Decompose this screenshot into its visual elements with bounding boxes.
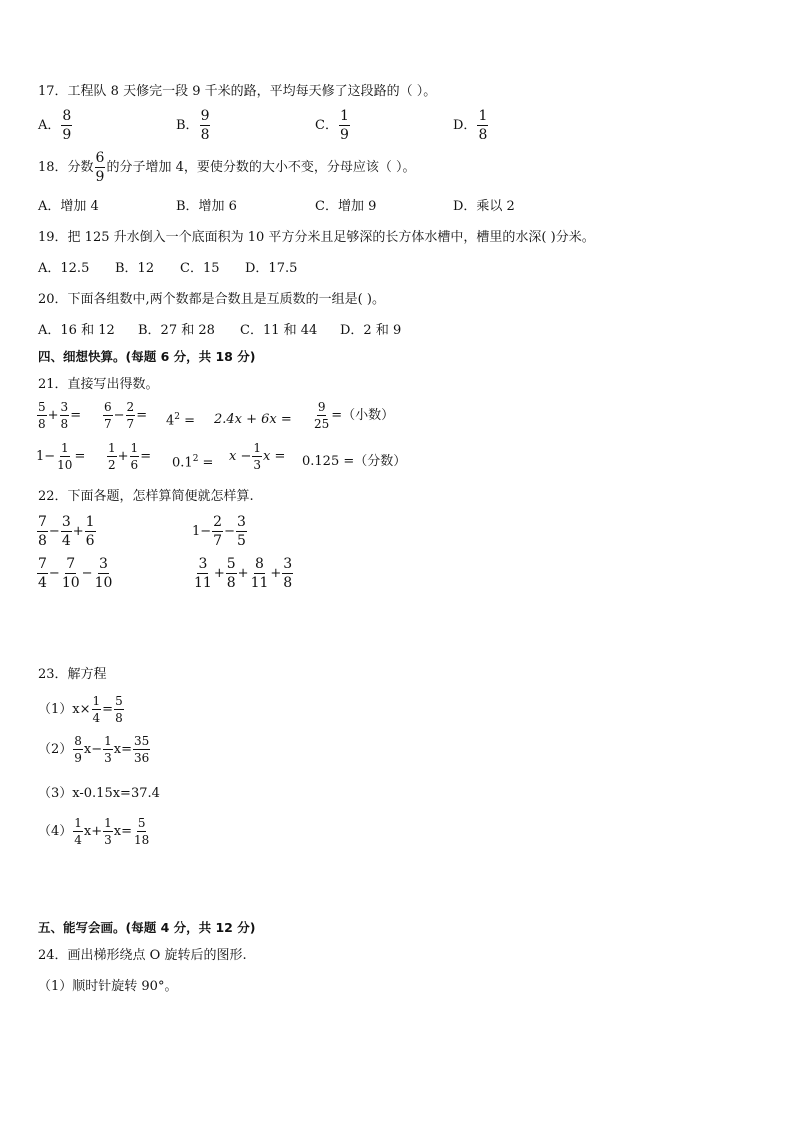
question-18-text: 18．分数 6 9 的分子增加 4，要使分数的大小不变，分母应该（ ）。 xyxy=(38,150,416,185)
question-24-title: 24．画出梯形绕点 O 旋转后的图形. xyxy=(38,948,247,963)
question-23-title: 23．解方程 xyxy=(38,667,107,682)
question-18-option-c: C．增加 9 xyxy=(315,199,377,214)
q21-row1-expr1: 5 8 + $\frac{3}{8}$ = xyxy=(38,400,82,431)
question-18-option-b: B．增加 6 xyxy=(176,199,237,214)
question-18-option-a: A．增加 4 xyxy=(38,199,99,214)
question-19-text: 19．把 125 升水倒入一个底面积为 10 平方分米且足够深的长方体水槽中，槽里的水深( )分米。 xyxy=(38,230,595,245)
question-20-option-c: C．11 和 44 xyxy=(240,323,318,338)
q21-row2-expr1: 1− $\frac{1}{10}$ = xyxy=(36,441,86,472)
question-20-option-d: D．2 和 9 xyxy=(340,323,402,338)
q22-problem-1: 7 8 − $\frac{3}{4}$ + $\frac{1}{6}$ xyxy=(38,514,95,549)
question-17-option-b: B． 9 8 xyxy=(176,108,210,143)
question-24-sub-1: （1）顺时针旋转 90°。 xyxy=(38,979,178,994)
question-22-title: 22．下面各题，怎样算简便就怎样算. xyxy=(38,489,254,504)
question-17-option-c: C． 1 9 xyxy=(315,108,349,143)
question-17-option-a: A． 8 9 xyxy=(38,108,72,143)
q23-equation-3: （3）x-0.15x=37.4 xyxy=(38,786,160,801)
q22-problem-2: 1− $\frac{2}{7}$ − $\frac{3}{5}$ xyxy=(192,514,246,549)
question-19-option-a: A．12.5 xyxy=(38,261,90,276)
question-20-option-a: A．16 和 12 xyxy=(38,323,115,338)
question-20-option-b: B．27 和 28 xyxy=(138,323,215,338)
question-17-text: 17．工程队 8 天修完一段 9 千米的路，平均每天修了这段路的（ ）。 xyxy=(38,84,437,99)
q21-row1-expr4: 2.4x + 6x = xyxy=(214,412,292,427)
q21-row1-expr5: $\frac{9}{25}$ =（小数） xyxy=(314,400,395,431)
question-21-title: 21．直接写出得数。 xyxy=(38,377,159,392)
q22-problem-4: 3 11 + $\frac{5}{8}$ + $\frac{8}{11}$ + $\frac{3}{8}$ xyxy=(194,556,293,591)
question-19-option-b: B．12 xyxy=(115,261,155,276)
section-5-heading: 五、能写会画。(每题 4 分，共 12 分) xyxy=(38,920,256,935)
q23-equation-1: （1） x× $\frac{1}{4}$ = $\frac{5}{8}$ xyxy=(38,694,123,725)
q21-row2-expr4: x − $\frac{1}{3}$ x = xyxy=(229,441,286,472)
question-17-option-d: D． 1 8 xyxy=(453,108,488,143)
q21-row1-expr3: $4^2$ = xyxy=(166,412,196,429)
question-20-text: 20．下面各组数中,两个数都是合数且是互质数的一组是( )。 xyxy=(38,292,385,307)
q21-row2-expr3: $0.1^2$ = xyxy=(172,454,214,471)
q23-equation-4: （4） 1 4 x+ $\frac{1}{3}$ x= $\frac{5}{18}$ xyxy=(38,816,150,847)
section-4-heading: 四、细想快算。(每题 6 分，共 18 分) xyxy=(38,349,256,364)
q21-row2-expr5: 0.125 =（分数） xyxy=(302,454,407,469)
question-19-option-d: D．17.5 xyxy=(245,261,298,276)
question-19-option-c: C．15 xyxy=(180,261,220,276)
q21-row2-expr2: 1 2 + $\frac{1}{6}$ = xyxy=(108,441,152,472)
q23-equation-2: （2） 8 9 x− $\frac{1}{3}$ x= $\frac{35}{36}$ xyxy=(38,734,150,765)
question-18-option-d: D．乘以 2 xyxy=(453,199,515,214)
q21-row1-expr2: 6 7 − $\frac{2}{7}$ = xyxy=(104,400,148,431)
q22-problem-3: 7 4 − $\frac{7}{10}$ − $\frac{3}{10}$ xyxy=(38,556,113,591)
